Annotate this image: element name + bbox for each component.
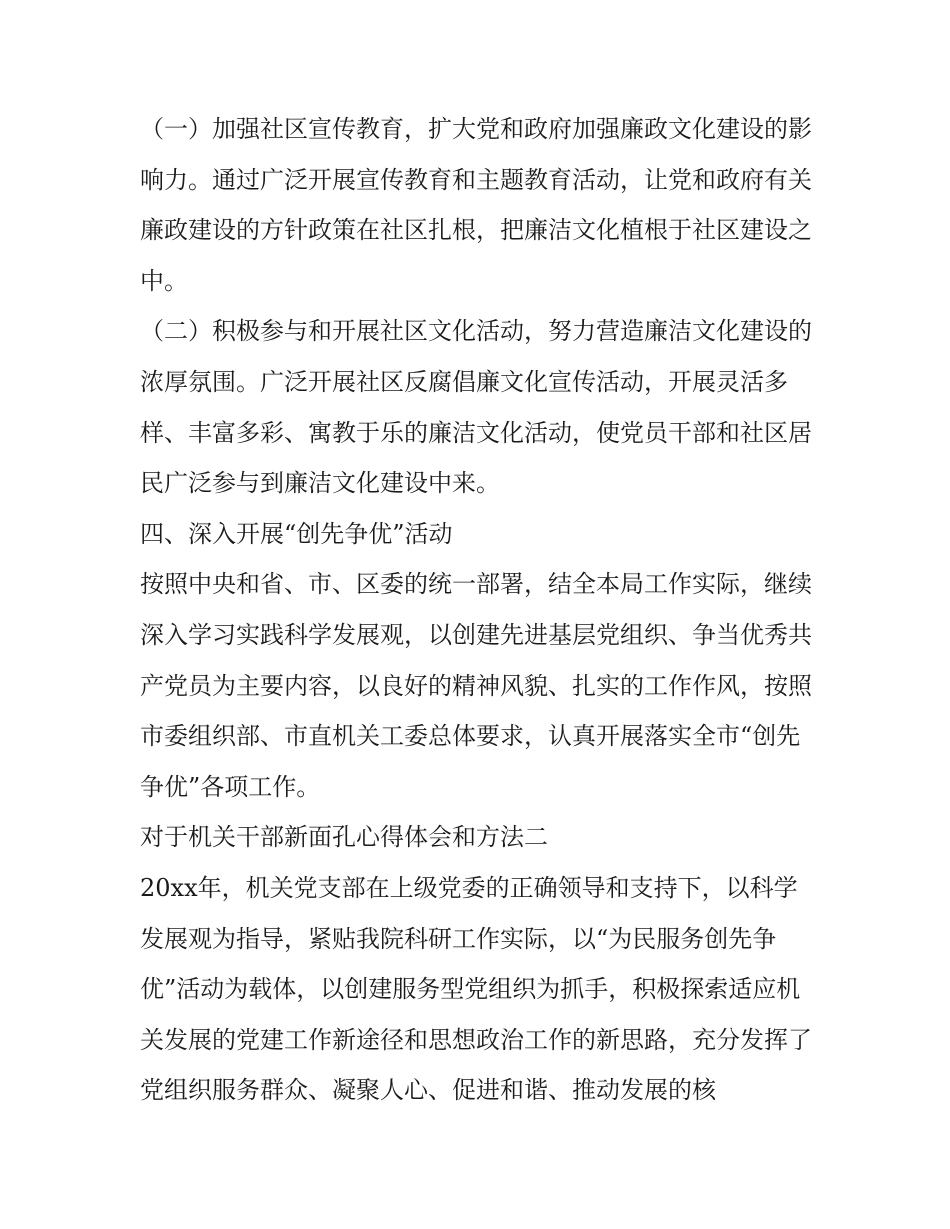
paragraph-community-culture: （二）积极参与和开展社区文化活动，努力营造廉洁文化建设的浓厚氛围。广泛开展社区反腐倡廉文化宣传活动，开展灵活多样、丰富多彩、寓教于乐的廉洁文化活动，使党员干部和社区居民广泛参与到廉洁文化建设中来。 [140, 317, 812, 498]
document-body [140, 104, 820, 1116]
paragraph-community-education: （一）加强社区宣传教育，扩大党和政府加强廉政文化建设的影响力。通过广泛开展宣传教育和主题教育活动，让党和政府有关廉政建设的方针政策在社区扎根，把廉洁文化植根于社区建设之中。 [140, 115, 812, 295]
paragraph-party-branch: 20xx年，机关党支部在上级党委的正确领导和支持下，以科学发展观为指导，紧贴我院科研工作实际，以“为民服务创先争优”活动为载体，以创建服务型党组织为抓手，积极探索适应机关发展的党建工作新途径和思想政治工作的新思路，充分发挥了党组织服务群众、凝聚人心、促进和谐、推动发展的核 [140, 873, 812, 1105]
article-title-part-two: 对于机关干部新面孔心得体会和方法二 [140, 823, 548, 852]
paragraph-excellence-work: 按照中央和省、市、区委的统一部署，结全本局工作实际，继续深入学习实践科学发展观，以创建先进基层党组织、争当优秀共产党员为主要内容，以良好的精神风貌、扎实的工作作风，按照市委组织部、市直机关工委总体要求，认真开展落实全市“创先争优”各项工作。 [140, 570, 812, 801]
section-heading-excellence: 四、深入开展“创先争优”活动 [140, 519, 453, 548]
